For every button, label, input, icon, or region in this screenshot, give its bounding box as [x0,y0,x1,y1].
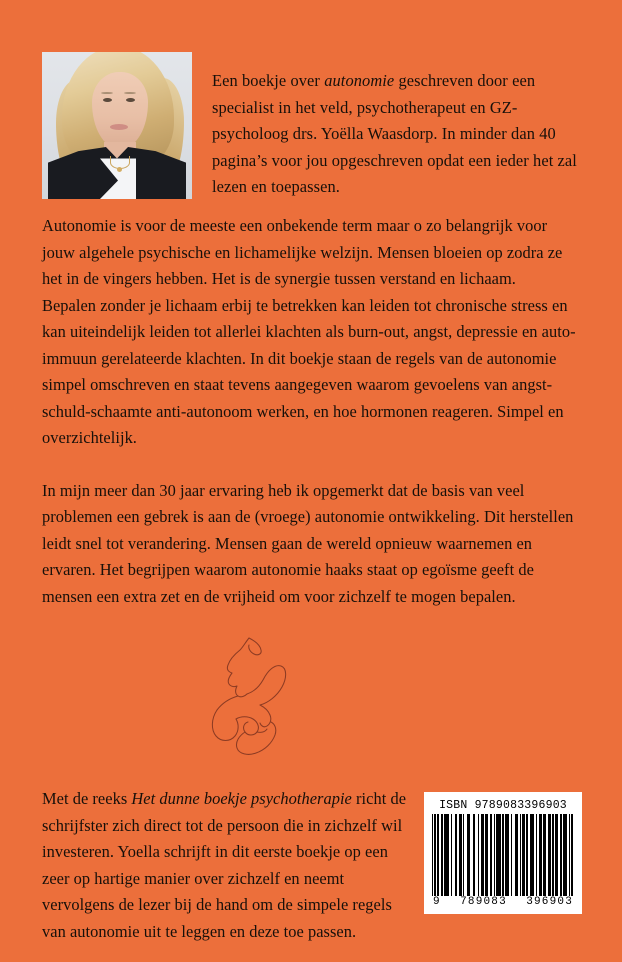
isbn-barcode [424,792,582,914]
blurb-lead: Met de reeks [42,789,132,809]
barcode-digit-group-3: 396903 [526,896,573,908]
face-profile-path [227,638,249,697]
isbn-number-label: ISBN 9789083396903 [439,799,567,812]
series-blurb [42,786,418,945]
intro-text-rest: geschreven door een specialist in het veld, psychotherapeut en GZ-psycholoog drs. Yoëlla Waasdorp. In minder dan 40 pagina’s voor jou opgeschreven opdat een ieder het zal lezen en toepassen. [212,71,577,197]
portrait-mouth [110,124,128,130]
eye-loop-path [249,638,261,655]
intro-keyword-autonomie: autonomie [324,71,395,91]
portrait-eyebrow-left [101,92,113,94]
body-copy [42,213,582,610]
blurb-rest: richt de schrijfster zich direct tot de persoon die in zichzelf wil investeren. Yoella schrijft in dit eerste boekje op een zeer op hartige manier over zichzelf en neemt vervolgens de lezer bij de hand om de simpele regels van autonomie uit te leggen en deze toe passen. [42,789,407,941]
author-portrait [42,52,192,199]
barcode-bar [571,814,572,896]
second-face-path [260,705,271,727]
body-paragraph-3: In mijn meer dan 30 jaar ervaring heb ik opgemerkt dat de basis van veel problemen een gebrek is aan de (vroege) autonomie ontwikkeling. Dit herstellen leidt snel tot verandering. Mensen gaan de wereld opnieuw waarnemen en ervaren. Het begrijpen waarom autonomie haaks staat op egoïsme geeft de mensen een extra zet en de vrijheid om voor zichzelf te mogen bepalen. [42,480,574,606]
portrait-eye-left [103,98,112,102]
intro-paragraph [212,68,580,201]
hair-loop-path [247,666,286,705]
single-line-face-illustration [205,632,300,757]
inner-swirl-path [236,717,258,735]
intro-text-lead: Een boekje over [212,71,325,91]
portrait-eye-right [126,98,135,102]
barcode-bars [432,814,574,896]
footer-section [42,770,582,962]
intro-section [42,52,580,217]
shoulder-left-path [212,696,238,741]
lower-body-path [236,722,275,754]
portrait-pendant [117,167,122,172]
series-title: Het dunne boekje psychotherapie [131,789,352,809]
barcode-digit-group-2: 789083 [460,896,507,908]
line-art-svg [205,632,300,757]
body-paragraph-1: Autonomie is voor de meeste een onbekende term maar o zo belangrijk voor jouw algehele psychische en lichamelijke welzijn. Mensen bloeien op zodra ze het in de vingers hebben. Het is de synergie tussen verstand en lichaam. [42,216,563,288]
body-paragraph-2: Bepalen zonder je lichaam erbij te betrekken kan leiden tot chronische stress en kan uiteindelijk leiden tot allerlei klachten als burn-out, angst, depressie en auto-immuun gerelateerde klachten. In dit boekje staan de regels van de autonomie simpel omschreven en staat tevens aangegeven waarom gevoelens van angst-schuld-schaamte anti-autonoom werken, en hoe hormonen reageren. Simpel en overzichtelijk. [42,295,576,447]
portrait-eyebrow-right [124,92,136,94]
barcode-digits [432,896,574,909]
barcode-digit-group-1: 9 [433,896,441,908]
